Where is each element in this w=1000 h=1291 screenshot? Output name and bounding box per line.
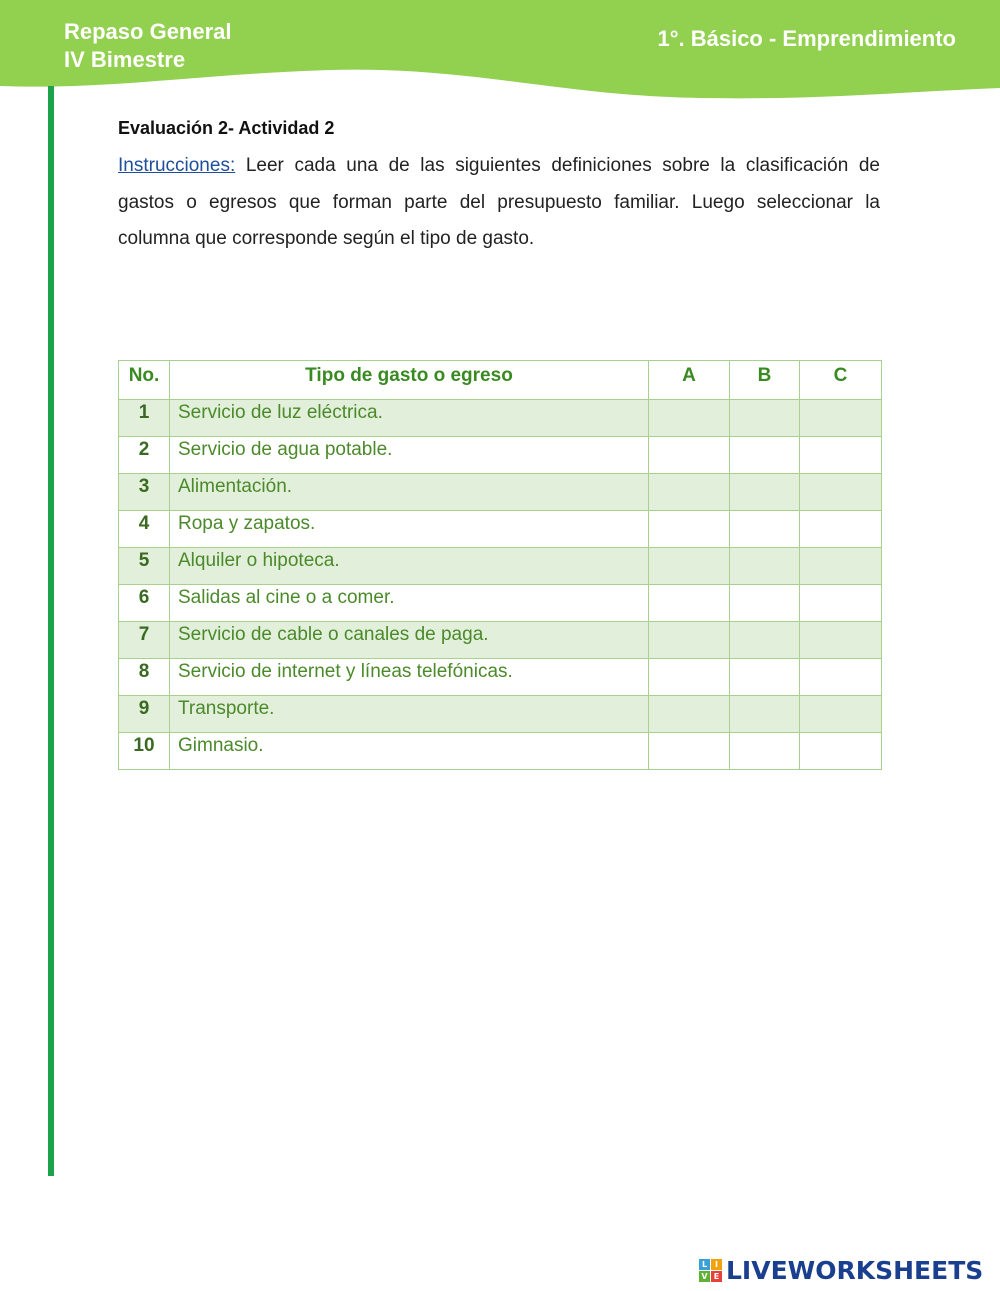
row-expense: Salidas al cine o a comer.: [170, 585, 649, 622]
logo-badge-letter: E: [711, 1271, 722, 1282]
logo-badge-letter: I: [711, 1259, 722, 1270]
row-number: 5: [119, 548, 170, 585]
row-number: 9: [119, 696, 170, 733]
logo-text: LIVEWORKSHEETS: [726, 1255, 984, 1285]
header-a: A: [649, 361, 730, 400]
cell-a[interactable]: [649, 733, 730, 770]
cell-c[interactable]: [800, 659, 882, 696]
cell-c[interactable]: [800, 622, 882, 659]
cell-c[interactable]: [800, 511, 882, 548]
table-row: [119, 622, 882, 659]
table-header-row: [119, 361, 882, 400]
cell-b[interactable]: [730, 400, 800, 437]
cell-b[interactable]: [730, 622, 800, 659]
cell-c[interactable]: [800, 437, 882, 474]
cell-a[interactable]: [649, 400, 730, 437]
cell-a[interactable]: [649, 511, 730, 548]
header-b: B: [730, 361, 800, 400]
logo-badge-letter: L: [699, 1259, 710, 1270]
header-subtitle: IV Bimestre: [64, 47, 186, 72]
activity-title: Evaluación 2- Actividad 2: [118, 118, 335, 138]
cell-a[interactable]: [649, 585, 730, 622]
cell-b[interactable]: [730, 659, 800, 696]
cell-b[interactable]: [730, 548, 800, 585]
header-course: 1°. Básico - Emprendimiento: [657, 26, 956, 51]
table-row: [119, 696, 882, 733]
row-expense: Servicio de agua potable.: [170, 437, 649, 474]
cell-a[interactable]: [649, 696, 730, 733]
table-row: [119, 400, 882, 437]
row-number: 3: [119, 474, 170, 511]
row-number: 8: [119, 659, 170, 696]
logo-badge-icon: [699, 1259, 722, 1282]
cell-c[interactable]: [800, 400, 882, 437]
row-expense: Ropa y zapatos.: [170, 511, 649, 548]
cell-a[interactable]: [649, 474, 730, 511]
row-expense: Transporte.: [170, 696, 649, 733]
row-expense: Servicio de luz eléctrica.: [170, 400, 649, 437]
cell-b[interactable]: [730, 733, 800, 770]
row-number: 1: [119, 400, 170, 437]
row-number: 7: [119, 622, 170, 659]
cell-a[interactable]: [649, 622, 730, 659]
table-row: [119, 474, 882, 511]
liveworksheets-logo: [699, 1256, 983, 1284]
row-expense: Servicio de internet y líneas telefónicas.: [170, 659, 649, 696]
expense-table: [118, 360, 882, 770]
header-left: [64, 18, 232, 74]
instructions-label: Instrucciones:: [118, 155, 236, 176]
cell-a[interactable]: [649, 659, 730, 696]
cell-b[interactable]: [730, 474, 800, 511]
cell-b[interactable]: [730, 437, 800, 474]
cell-c[interactable]: [800, 585, 882, 622]
logo-badge-letter: V: [699, 1271, 710, 1282]
row-expense: Alquiler o hipoteca.: [170, 548, 649, 585]
header-type: Tipo de gasto o egreso: [170, 361, 649, 400]
cell-a[interactable]: [649, 548, 730, 585]
row-expense: Alimentación.: [170, 474, 649, 511]
cell-c[interactable]: [800, 474, 882, 511]
row-number: 10: [119, 733, 170, 770]
cell-a[interactable]: [649, 437, 730, 474]
cell-c[interactable]: [800, 733, 882, 770]
row-number: 2: [119, 437, 170, 474]
cell-c[interactable]: [800, 696, 882, 733]
row-number: 4: [119, 511, 170, 548]
table-row: [119, 585, 882, 622]
table-row: [119, 511, 882, 548]
instructions-paragraph: [118, 148, 880, 258]
cell-c[interactable]: [800, 548, 882, 585]
table-row: [119, 548, 882, 585]
row-expense: Servicio de cable o canales de paga.: [170, 622, 649, 659]
header-title: Repaso General: [64, 19, 232, 44]
row-expense: Gimnasio.: [170, 733, 649, 770]
cell-b[interactable]: [730, 696, 800, 733]
table-row: [119, 733, 882, 770]
table-row: [119, 659, 882, 696]
table-row: [119, 437, 882, 474]
side-accent-line: [48, 86, 54, 1176]
row-number: 6: [119, 585, 170, 622]
cell-b[interactable]: [730, 511, 800, 548]
instructions-text: Leer cada una de las siguientes definiciones sobre la clasificación de gastos o egresos que forman parte del presupuesto familiar. Luego seleccionar la columna que corresponde según el tipo de gasto.: [118, 155, 880, 249]
cell-b[interactable]: [730, 585, 800, 622]
header-c: C: [800, 361, 882, 400]
header-no: No.: [119, 361, 170, 400]
